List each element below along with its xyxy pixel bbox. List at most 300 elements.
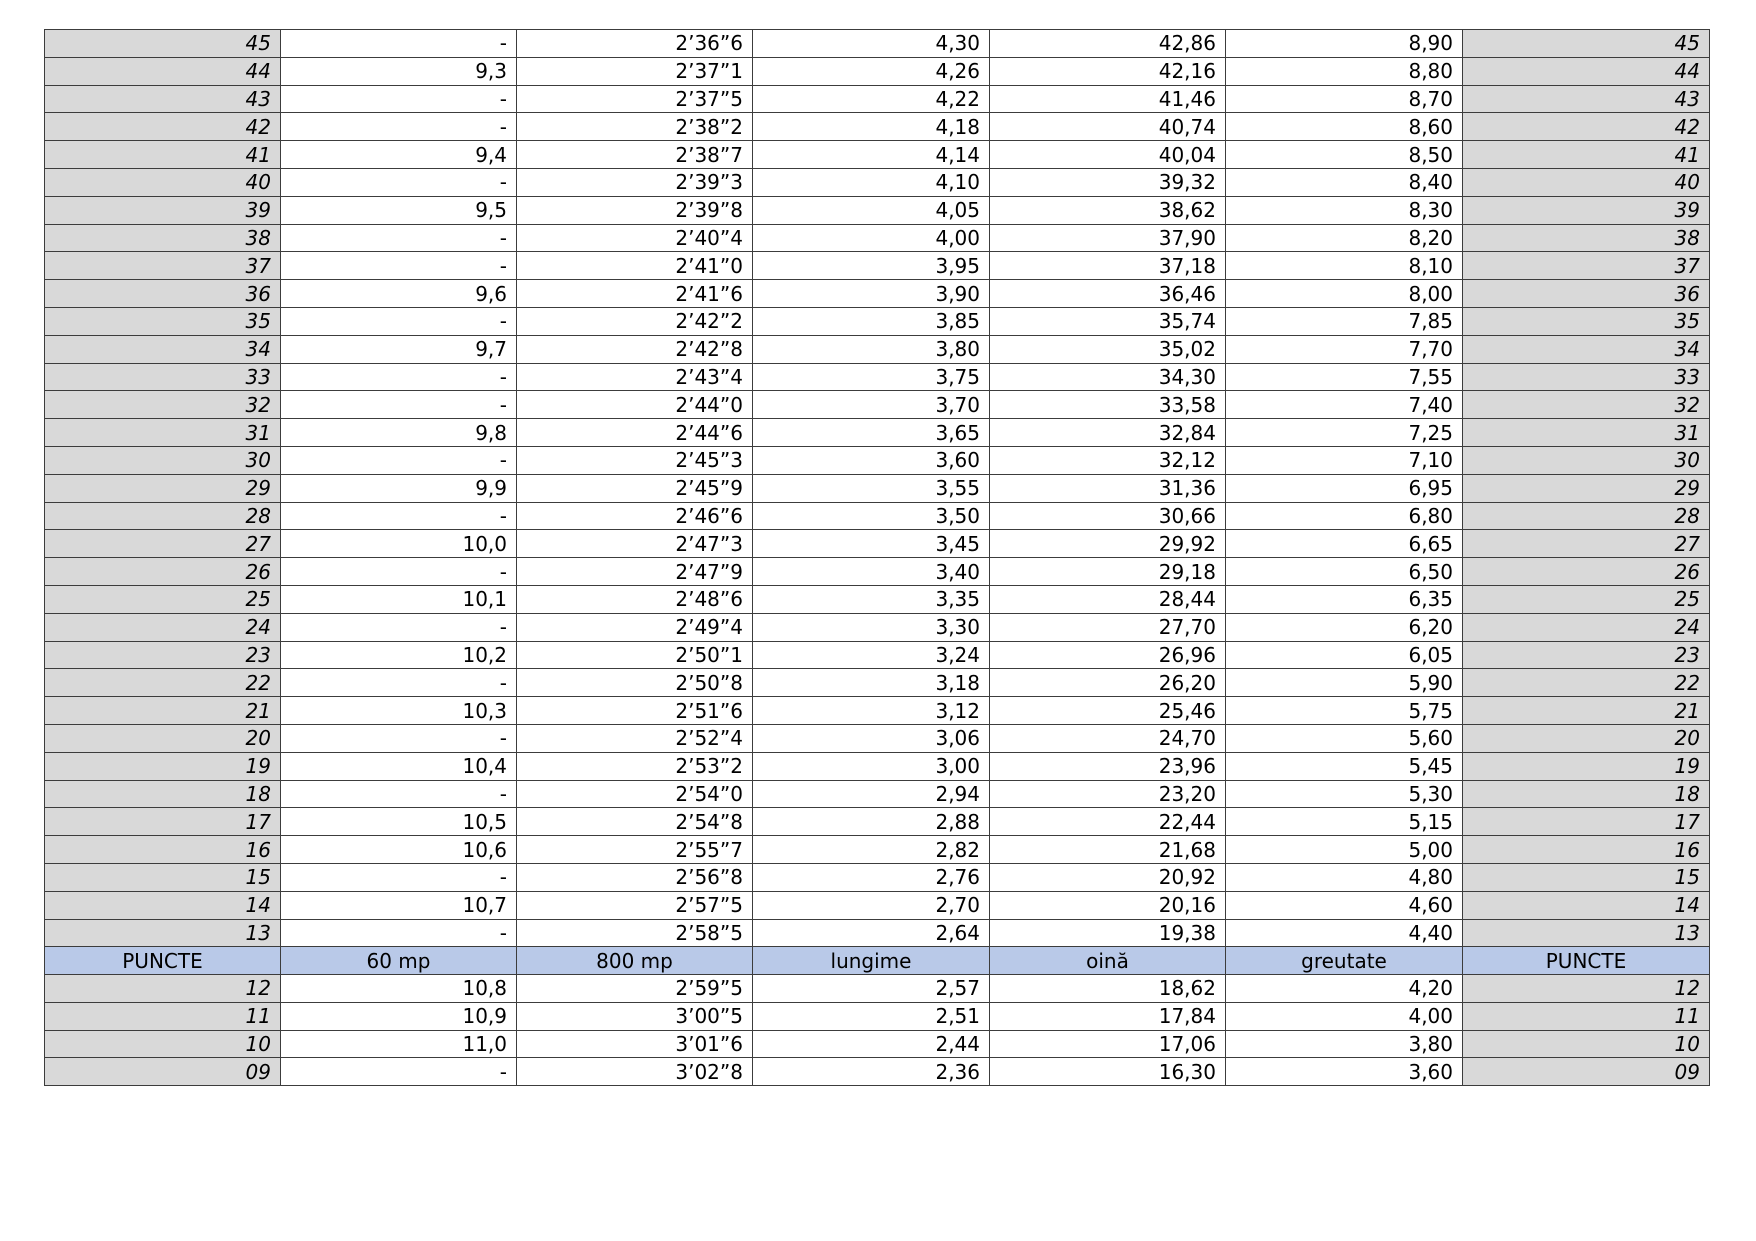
cell-60m-time: 9,8: [281, 419, 517, 447]
cell-points-right: 18: [1463, 780, 1710, 808]
cell-oina-throw: 32,84: [990, 419, 1226, 447]
cell-oina-throw: 42,86: [990, 30, 1226, 58]
cell-points-right: 10: [1463, 1030, 1710, 1058]
cell-oina-throw: 29,18: [990, 558, 1226, 586]
cell-800m-time: 3’01”6: [517, 1030, 753, 1058]
cell-60m-time: 10,3: [281, 697, 517, 725]
cell-shot-put: 6,20: [1226, 613, 1463, 641]
cell-long-jump: 3,00: [753, 752, 990, 780]
cell-points-right: 12: [1463, 975, 1710, 1003]
cell-oina-throw: 39,32: [990, 168, 1226, 196]
cell-long-jump: 3,30: [753, 613, 990, 641]
cell-long-jump: 3,35: [753, 585, 990, 613]
cell-points-left: 36: [45, 280, 281, 308]
cell-800m-time: 2’42”2: [517, 307, 753, 335]
cell-shot-put: 8,10: [1226, 252, 1463, 280]
cell-60m-time: -: [281, 363, 517, 391]
cell-long-jump: 3,55: [753, 474, 990, 502]
cell-points-left: 18: [45, 780, 281, 808]
cell-points-left: 17: [45, 808, 281, 836]
cell-points-right: 38: [1463, 224, 1710, 252]
table-row: [45, 613, 1710, 641]
cell-oina-throw: 36,46: [990, 280, 1226, 308]
cell-800m-time: 2’47”9: [517, 558, 753, 586]
cell-points-left: 34: [45, 335, 281, 363]
cell-oina-throw: 40,04: [990, 141, 1226, 169]
cell-800m-time: 2’50”8: [517, 669, 753, 697]
table-row: [45, 863, 1710, 891]
cell-800m-time: 2’49”4: [517, 613, 753, 641]
cell-points-left: 21: [45, 697, 281, 725]
cell-points-right: 24: [1463, 613, 1710, 641]
cell-60m-time: -: [281, 863, 517, 891]
header-cell-shot-put: greutate: [1226, 947, 1463, 975]
cell-long-jump: 3,70: [753, 391, 990, 419]
cell-oina-throw: 20,92: [990, 863, 1226, 891]
cell-points-right: 45: [1463, 30, 1710, 58]
cell-points-left: 32: [45, 391, 281, 419]
cell-shot-put: 6,05: [1226, 641, 1463, 669]
cell-oina-throw: 23,96: [990, 752, 1226, 780]
cell-long-jump: 4,00: [753, 224, 990, 252]
cell-800m-time: 2’39”3: [517, 168, 753, 196]
cell-oina-throw: 16,30: [990, 1058, 1226, 1086]
table-row: [45, 419, 1710, 447]
cell-60m-time: -: [281, 502, 517, 530]
table-row: [45, 307, 1710, 335]
cell-800m-time: 2’40”4: [517, 224, 753, 252]
cell-shot-put: 7,85: [1226, 307, 1463, 335]
cell-shot-put: 4,20: [1226, 975, 1463, 1003]
cell-points-left: 13: [45, 919, 281, 947]
cell-800m-time: 2’50”1: [517, 641, 753, 669]
cell-shot-put: 5,75: [1226, 697, 1463, 725]
table-row: [45, 780, 1710, 808]
cell-shot-put: 5,90: [1226, 669, 1463, 697]
cell-oina-throw: 27,70: [990, 613, 1226, 641]
cell-shot-put: 5,15: [1226, 808, 1463, 836]
cell-oina-throw: 19,38: [990, 919, 1226, 947]
cell-60m-time: 10,6: [281, 836, 517, 864]
cell-shot-put: 7,25: [1226, 419, 1463, 447]
table-row: [45, 113, 1710, 141]
cell-800m-time: 2’44”6: [517, 419, 753, 447]
header-cell-60m-time: 60 mp: [281, 947, 517, 975]
cell-points-right: 16: [1463, 836, 1710, 864]
cell-oina-throw: 35,02: [990, 335, 1226, 363]
cell-points-left: 22: [45, 669, 281, 697]
cell-oina-throw: 35,74: [990, 307, 1226, 335]
cell-long-jump: 2,36: [753, 1058, 990, 1086]
cell-800m-time: 2’37”5: [517, 85, 753, 113]
cell-oina-throw: 33,58: [990, 391, 1226, 419]
cell-points-left: 37: [45, 252, 281, 280]
cell-shot-put: 8,60: [1226, 113, 1463, 141]
cell-shot-put: 4,40: [1226, 919, 1463, 947]
cell-points-right: 14: [1463, 891, 1710, 919]
cell-800m-time: 2’53”2: [517, 752, 753, 780]
cell-points-left: 33: [45, 363, 281, 391]
cell-60m-time: 10,5: [281, 808, 517, 836]
cell-800m-time: 2’38”7: [517, 141, 753, 169]
cell-oina-throw: 34,30: [990, 363, 1226, 391]
cell-points-left: 42: [45, 113, 281, 141]
table-row: [45, 697, 1710, 725]
header-cell-points-right: PUNCTE: [1463, 947, 1710, 975]
header-cell-points-left: PUNCTE: [45, 947, 281, 975]
cell-shot-put: 6,95: [1226, 474, 1463, 502]
cell-60m-time: 10,4: [281, 752, 517, 780]
cell-oina-throw: 18,62: [990, 975, 1226, 1003]
cell-oina-throw: 24,70: [990, 724, 1226, 752]
cell-800m-time: 2’42”8: [517, 335, 753, 363]
cell-shot-put: 4,60: [1226, 891, 1463, 919]
cell-800m-time: 2’37”1: [517, 57, 753, 85]
cell-oina-throw: 25,46: [990, 697, 1226, 725]
table-row: [45, 836, 1710, 864]
table-row: [45, 891, 1710, 919]
table-row: [45, 585, 1710, 613]
cell-800m-time: 2’58”5: [517, 919, 753, 947]
cell-long-jump: 3,60: [753, 446, 990, 474]
cell-points-left: 11: [45, 1002, 281, 1030]
table-row: [45, 335, 1710, 363]
cell-long-jump: 2,70: [753, 891, 990, 919]
cell-oina-throw: 26,20: [990, 669, 1226, 697]
table-row: [45, 975, 1710, 1003]
cell-60m-time: -: [281, 558, 517, 586]
cell-shot-put: 5,60: [1226, 724, 1463, 752]
cell-points-left: 24: [45, 613, 281, 641]
table-row: [45, 1058, 1710, 1086]
cell-points-left: 26: [45, 558, 281, 586]
cell-60m-time: -: [281, 446, 517, 474]
table-row: [45, 502, 1710, 530]
cell-shot-put: 3,60: [1226, 1058, 1463, 1086]
cell-60m-time: 9,5: [281, 196, 517, 224]
cell-800m-time: 2’39”8: [517, 196, 753, 224]
cell-shot-put: 4,80: [1226, 863, 1463, 891]
cell-points-left: 20: [45, 724, 281, 752]
cell-points-right: 22: [1463, 669, 1710, 697]
table-row: [45, 641, 1710, 669]
cell-points-right: 31: [1463, 419, 1710, 447]
table-row: [45, 1030, 1710, 1058]
cell-60m-time: -: [281, 113, 517, 141]
table-header-row: [45, 947, 1710, 975]
cell-800m-time: 2’56”8: [517, 863, 753, 891]
cell-shot-put: 5,00: [1226, 836, 1463, 864]
cell-points-left: 35: [45, 307, 281, 335]
cell-800m-time: 2’47”3: [517, 530, 753, 558]
table-row: [45, 85, 1710, 113]
cell-60m-time: 10,2: [281, 641, 517, 669]
cell-points-right: 28: [1463, 502, 1710, 530]
table-row: [45, 919, 1710, 947]
cell-60m-time: 9,4: [281, 141, 517, 169]
cell-800m-time: 2’57”5: [517, 891, 753, 919]
cell-shot-put: 7,70: [1226, 335, 1463, 363]
cell-points-left: 12: [45, 975, 281, 1003]
cell-800m-time: 2’41”6: [517, 280, 753, 308]
cell-shot-put: 8,30: [1226, 196, 1463, 224]
cell-oina-throw: 38,62: [990, 196, 1226, 224]
cell-points-left: 39: [45, 196, 281, 224]
cell-oina-throw: 37,18: [990, 252, 1226, 280]
cell-60m-time: -: [281, 613, 517, 641]
cell-long-jump: 4,18: [753, 113, 990, 141]
cell-oina-throw: 41,46: [990, 85, 1226, 113]
cell-points-left: 28: [45, 502, 281, 530]
cell-oina-throw: 29,92: [990, 530, 1226, 558]
cell-shot-put: 6,50: [1226, 558, 1463, 586]
table-row: [45, 280, 1710, 308]
cell-points-left: 38: [45, 224, 281, 252]
cell-long-jump: 3,85: [753, 307, 990, 335]
cell-points-right: 25: [1463, 585, 1710, 613]
cell-points-left: 45: [45, 30, 281, 58]
cell-shot-put: 7,40: [1226, 391, 1463, 419]
cell-long-jump: 3,80: [753, 335, 990, 363]
cell-points-right: 37: [1463, 252, 1710, 280]
cell-60m-time: -: [281, 669, 517, 697]
cell-800m-time: 2’54”0: [517, 780, 753, 808]
cell-long-jump: 2,76: [753, 863, 990, 891]
cell-shot-put: 6,35: [1226, 585, 1463, 613]
cell-800m-time: 2’51”6: [517, 697, 753, 725]
table-row: [45, 669, 1710, 697]
cell-points-right: 20: [1463, 724, 1710, 752]
table-row: [45, 57, 1710, 85]
cell-points-left: 40: [45, 168, 281, 196]
cell-points-right: 36: [1463, 280, 1710, 308]
cell-long-jump: 3,24: [753, 641, 990, 669]
cell-points-right: 41: [1463, 141, 1710, 169]
table-row: [45, 530, 1710, 558]
cell-points-left: 14: [45, 891, 281, 919]
cell-points-right: 39: [1463, 196, 1710, 224]
cell-points-right: 33: [1463, 363, 1710, 391]
cell-oina-throw: 32,12: [990, 446, 1226, 474]
cell-long-jump: 3,06: [753, 724, 990, 752]
cell-60m-time: 10,0: [281, 530, 517, 558]
cell-800m-time: 3’02”8: [517, 1058, 753, 1086]
cell-long-jump: 4,05: [753, 196, 990, 224]
cell-60m-time: -: [281, 85, 517, 113]
table-row: [45, 30, 1710, 58]
cell-points-left: 16: [45, 836, 281, 864]
cell-oina-throw: 23,20: [990, 780, 1226, 808]
scoring-table: [44, 29, 1710, 1086]
cell-shot-put: 7,55: [1226, 363, 1463, 391]
cell-oina-throw: 28,44: [990, 585, 1226, 613]
cell-oina-throw: 31,36: [990, 474, 1226, 502]
cell-points-left: 09: [45, 1058, 281, 1086]
cell-points-right: 17: [1463, 808, 1710, 836]
cell-long-jump: 3,75: [753, 363, 990, 391]
cell-800m-time: 2’36”6: [517, 30, 753, 58]
cell-60m-time: -: [281, 919, 517, 947]
cell-60m-time: 10,8: [281, 975, 517, 1003]
cell-long-jump: 4,10: [753, 168, 990, 196]
cell-oina-throw: 40,74: [990, 113, 1226, 141]
table-row: [45, 363, 1710, 391]
cell-points-right: 29: [1463, 474, 1710, 502]
cell-800m-time: 2’38”2: [517, 113, 753, 141]
cell-800m-time: 2’43”4: [517, 363, 753, 391]
cell-60m-time: -: [281, 168, 517, 196]
cell-points-left: 31: [45, 419, 281, 447]
cell-oina-throw: 17,84: [990, 1002, 1226, 1030]
cell-800m-time: 2’45”3: [517, 446, 753, 474]
cell-points-left: 30: [45, 446, 281, 474]
cell-points-right: 15: [1463, 863, 1710, 891]
cell-points-left: 29: [45, 474, 281, 502]
table-row: [45, 391, 1710, 419]
cell-points-right: 19: [1463, 752, 1710, 780]
cell-long-jump: 3,65: [753, 419, 990, 447]
cell-points-right: 21: [1463, 697, 1710, 725]
cell-points-right: 30: [1463, 446, 1710, 474]
cell-oina-throw: 21,68: [990, 836, 1226, 864]
cell-800m-time: 2’55”7: [517, 836, 753, 864]
table-row: [45, 808, 1710, 836]
cell-points-right: 11: [1463, 1002, 1710, 1030]
cell-points-right: 13: [1463, 919, 1710, 947]
cell-points-left: 44: [45, 57, 281, 85]
table-row: [45, 1002, 1710, 1030]
cell-oina-throw: 26,96: [990, 641, 1226, 669]
cell-800m-time: 2’44”0: [517, 391, 753, 419]
cell-points-right: 40: [1463, 168, 1710, 196]
cell-60m-time: -: [281, 780, 517, 808]
cell-points-right: 09: [1463, 1058, 1710, 1086]
cell-long-jump: 3,18: [753, 669, 990, 697]
cell-long-jump: 2,51: [753, 1002, 990, 1030]
cell-60m-time: -: [281, 252, 517, 280]
cell-long-jump: 2,57: [753, 975, 990, 1003]
header-cell-long-jump: lungime: [753, 947, 990, 975]
header-cell-800m-time: 800 mp: [517, 947, 753, 975]
cell-points-right: 23: [1463, 641, 1710, 669]
cell-points-left: 27: [45, 530, 281, 558]
cell-oina-throw: 30,66: [990, 502, 1226, 530]
cell-60m-time: -: [281, 30, 517, 58]
table-row: [45, 196, 1710, 224]
cell-shot-put: 4,00: [1226, 1002, 1463, 1030]
cell-800m-time: 3’00”5: [517, 1002, 753, 1030]
cell-800m-time: 2’59”5: [517, 975, 753, 1003]
cell-shot-put: 8,40: [1226, 168, 1463, 196]
cell-long-jump: 4,30: [753, 30, 990, 58]
cell-shot-put: 8,20: [1226, 224, 1463, 252]
cell-60m-time: 9,3: [281, 57, 517, 85]
cell-points-left: 19: [45, 752, 281, 780]
table-row: [45, 252, 1710, 280]
cell-points-right: 44: [1463, 57, 1710, 85]
cell-shot-put: 6,80: [1226, 502, 1463, 530]
cell-shot-put: 8,70: [1226, 85, 1463, 113]
cell-oina-throw: 20,16: [990, 891, 1226, 919]
cell-shot-put: 8,80: [1226, 57, 1463, 85]
cell-oina-throw: 42,16: [990, 57, 1226, 85]
cell-800m-time: 2’54”8: [517, 808, 753, 836]
cell-oina-throw: 17,06: [990, 1030, 1226, 1058]
cell-shot-put: 5,30: [1226, 780, 1463, 808]
cell-oina-throw: 22,44: [990, 808, 1226, 836]
cell-60m-time: 11,0: [281, 1030, 517, 1058]
cell-points-right: 42: [1463, 113, 1710, 141]
table-row: [45, 724, 1710, 752]
cell-60m-time: -: [281, 224, 517, 252]
cell-long-jump: 4,14: [753, 141, 990, 169]
cell-60m-time: -: [281, 724, 517, 752]
cell-long-jump: 4,22: [753, 85, 990, 113]
cell-points-right: 43: [1463, 85, 1710, 113]
cell-points-left: 15: [45, 863, 281, 891]
cell-oina-throw: 37,90: [990, 224, 1226, 252]
cell-60m-time: -: [281, 1058, 517, 1086]
scoring-table-body: [45, 30, 1710, 1086]
cell-points-right: 35: [1463, 307, 1710, 335]
cell-long-jump: 2,44: [753, 1030, 990, 1058]
cell-800m-time: 2’46”6: [517, 502, 753, 530]
cell-long-jump: 2,88: [753, 808, 990, 836]
cell-800m-time: 2’52”4: [517, 724, 753, 752]
header-cell-oina-throw: oină: [990, 947, 1226, 975]
cell-60m-time: 9,7: [281, 335, 517, 363]
table-row: [45, 752, 1710, 780]
cell-800m-time: 2’45”9: [517, 474, 753, 502]
cell-60m-time: 10,1: [281, 585, 517, 613]
cell-points-right: 26: [1463, 558, 1710, 586]
cell-long-jump: 2,64: [753, 919, 990, 947]
cell-long-jump: 3,45: [753, 530, 990, 558]
cell-60m-time: 10,7: [281, 891, 517, 919]
table-row: [45, 446, 1710, 474]
cell-shot-put: 6,65: [1226, 530, 1463, 558]
cell-points-left: 10: [45, 1030, 281, 1058]
cell-60m-time: 9,6: [281, 280, 517, 308]
cell-shot-put: 3,80: [1226, 1030, 1463, 1058]
cell-60m-time: 9,9: [281, 474, 517, 502]
cell-long-jump: 4,26: [753, 57, 990, 85]
cell-60m-time: 10,9: [281, 1002, 517, 1030]
cell-long-jump: 3,50: [753, 502, 990, 530]
cell-long-jump: 3,90: [753, 280, 990, 308]
cell-long-jump: 3,12: [753, 697, 990, 725]
cell-points-right: 34: [1463, 335, 1710, 363]
cell-long-jump: 2,82: [753, 836, 990, 864]
table-row: [45, 474, 1710, 502]
cell-shot-put: 8,50: [1226, 141, 1463, 169]
cell-points-left: 41: [45, 141, 281, 169]
cell-points-right: 32: [1463, 391, 1710, 419]
cell-shot-put: 5,45: [1226, 752, 1463, 780]
table-row: [45, 558, 1710, 586]
table-row: [45, 168, 1710, 196]
table-row: [45, 224, 1710, 252]
cell-long-jump: 2,94: [753, 780, 990, 808]
cell-60m-time: -: [281, 307, 517, 335]
cell-shot-put: 7,10: [1226, 446, 1463, 474]
table-row: [45, 141, 1710, 169]
cell-points-left: 23: [45, 641, 281, 669]
cell-800m-time: 2’48”6: [517, 585, 753, 613]
cell-shot-put: 8,90: [1226, 30, 1463, 58]
cell-long-jump: 3,40: [753, 558, 990, 586]
cell-points-left: 43: [45, 85, 281, 113]
